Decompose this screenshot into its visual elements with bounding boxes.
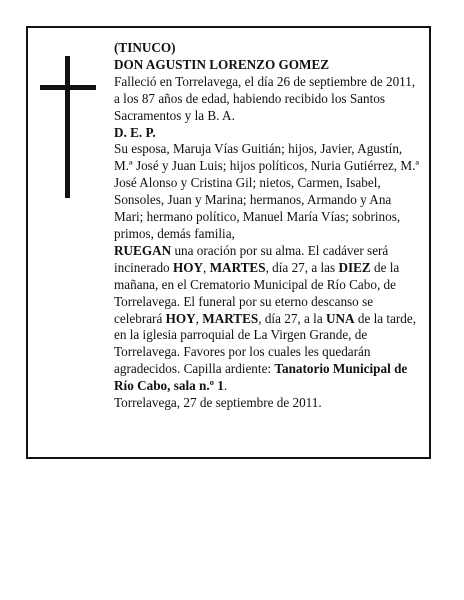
family-list: Su esposa, Maruja Vías Guitián; hijos, Javier, Agustín, M.ª José y Juan Luis; hijos políticos, Nuria Gutiérrez, M.ª José Alonso y Cristina Gil; nietos, Carmen, Isabel, Sonsoles, Juan y Marina; hermanos, Armando y Ana Mari; hermano político, Manuel María Vías; sobrinos, primos, demás familia,: [114, 141, 420, 241]
service-details: [114, 243, 422, 395]
cross-horizontal-bar: [40, 85, 96, 90]
cross-vertical-bar: [65, 56, 70, 198]
service-text-8: .: [223, 378, 228, 394]
service-text-5: ,: [195, 310, 203, 326]
martes-text: MARTES: [209, 259, 266, 275]
hoy-text: HOY: [172, 259, 203, 275]
deceased-name: DON AGUSTIN LORENZO GOMEZ: [114, 56, 330, 72]
closing-line: Torrelavega, 27 de septiembre de 2011.: [114, 395, 322, 411]
death-notice: Falleció en Torrelavega, el día 26 de septiembre de 2011, a los 87 años de edad, habiendo recibido los Santos Sacramentos y la B. A.: [114, 73, 416, 123]
martes-text-funeral: MARTES: [202, 310, 259, 326]
notice-text: [114, 40, 422, 412]
service-text-2: ,: [203, 259, 210, 275]
hoy-text-funeral: HOY: [165, 310, 196, 326]
service-text-7: de la tarde, en la iglesia parroquial de La Virgen Grande, de Torrelavega. Favores por los cuales les quedarán agradecidos. Capilla ardiente:: [114, 310, 417, 377]
una-text: UNA: [325, 310, 355, 326]
tanatorio-text: Tanatorio Municipal de Río Cabo, sala n.º 1: [114, 361, 408, 394]
service-text-6: , día 27, a la: [258, 310, 326, 326]
ruegan-text: RUEGAN: [114, 242, 172, 258]
diez-text: DIEZ: [338, 259, 371, 275]
service-text-1: una oración por su alma. El cadáver será incinerado: [114, 242, 389, 275]
obituary-notice: [26, 26, 431, 459]
service-text-3: , día 27, a las: [265, 259, 339, 275]
cross-icon: [40, 56, 96, 198]
nickname: (TINUCO): [114, 40, 176, 55]
dep-line: D. E. P.: [114, 124, 156, 140]
service-text-4: de la mañana, en el Crematorio Municipal de Río Cabo, de Torrelavega. El funeral por su eterno descanso se celebrará: [114, 259, 400, 326]
